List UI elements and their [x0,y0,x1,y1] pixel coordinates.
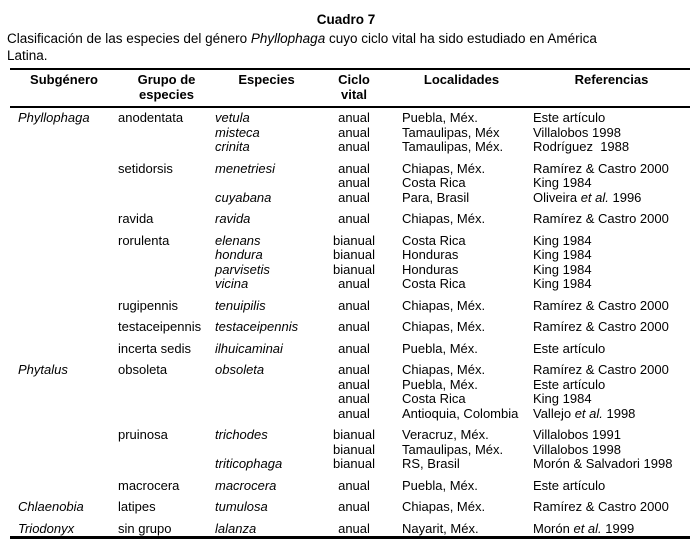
cell-grupo [118,378,215,393]
table-row [10,313,690,335]
cell-especie: menetriesi [215,160,275,176]
cell-subgenero [10,191,118,206]
cell-grupo [118,277,215,292]
cell-referencia: Este artículo [533,477,606,493]
cell-especie: parvisetis [215,261,270,277]
cell-referencia: Ramírez & Castro 2000 [533,160,669,176]
cell-especie: triticophaga [215,456,283,471]
cell-grupo: testaceipennis [118,319,202,334]
cell-subgenero [10,457,118,472]
cell-referencia: King 1984 [533,247,592,262]
cell-referencia: Morón et al. 1999 [533,520,635,536]
header-especies: Especies [238,72,295,87]
cell-referencia: Ramírez & Castro 2000 [533,297,669,313]
cell-especie: vicina [215,276,249,291]
cell-especie: testaceipennis [215,319,299,334]
cell-localidad: Costa Rica [402,276,466,291]
table-title: Cuadro 7 [316,12,376,27]
cell-grupo: latipes [118,499,156,514]
cell-referencia: Oliveira et al. 1996 [533,189,642,205]
cell-subgenero [10,421,118,443]
cell-localidad: Antioquia, Colombia [402,405,519,421]
cell-ciclo-vital: anual [338,520,370,536]
cell-localidad: Chiapas, Méx. [402,362,486,377]
cell-grupo: anodentata [118,110,184,125]
cell-ciclo-vital: anual [338,189,370,205]
cell-referencia: Villalobos 1998 [533,124,621,140]
cell-especie: elenans [215,232,261,248]
cell-grupo: rugipennis [118,297,178,313]
table-row [10,292,690,314]
cell-referencia: Rodríguez 1988 [533,139,630,154]
header-row [10,69,690,107]
cell-especie: vetula [215,110,250,125]
cell-subgenero [10,155,118,177]
table-row [10,277,690,292]
cell-ciclo-vital: anual [338,391,370,406]
cell-especie: cuyabana [215,189,272,205]
cell-grupo [118,126,215,141]
table-body [10,107,690,538]
table-row [10,107,690,126]
cell-especie: ravida [215,211,251,226]
cell-grupo [118,457,215,472]
cell-referencia: Este artículo [533,110,606,125]
cell-localidad: Honduras [402,261,459,277]
cell-especie: macrocera [215,477,277,493]
cell-ciclo-vital: anual [338,211,370,226]
cell-grupo: pruinosa [118,427,168,442]
cell-especie: tumulosa [215,499,268,514]
cell-subgenero [10,292,118,314]
cell-referencia: Morón & Salvadori 1998 [533,456,673,471]
cell-localidad: Costa Rica [402,232,466,248]
cell-subgenero: Phyllophaga [18,110,90,125]
table-row [10,263,690,278]
caption-text-2: cuyo ciclo vital ha sido estudiado en América [325,31,597,46]
table-row [10,227,690,249]
cell-localidad: Puebla, Méx. [402,376,478,392]
cell-grupo [118,191,215,206]
table-row [10,493,690,515]
cell-referencia: Villalobos 1998 [533,441,621,457]
cell-referencia: King 1984 [533,232,592,248]
table-row [10,356,690,378]
table-row [10,457,690,472]
cell-localidad: Puebla, Méx. [402,477,478,493]
cell-ciclo-vital: anual [338,139,370,154]
table-row [10,443,690,458]
cell-localidad: Chiapas, Méx. [402,297,486,313]
cell-ciclo-vital: anual [338,124,370,140]
cell-especie: trichodes [215,427,268,442]
cell-localidad: Chiapas, Méx. [402,211,486,226]
cell-ciclo-vital: anual [338,160,370,176]
cell-referencia: Ramírez & Castro 2000 [533,499,669,514]
cell-especie: misteca [215,124,260,140]
cell-subgenero: Triodonyx [18,520,75,536]
cell-subgenero [10,443,118,458]
table-header [10,69,690,107]
cell-referencia: Vallejo et al. 1998 [533,405,636,421]
cell-ciclo-vital: anual [338,499,370,514]
cell-especie [215,378,318,393]
cell-referencia: King 1984 [533,276,592,291]
cell-subgenero [10,392,118,407]
header-ciclo-vital: Ciclo vital [338,72,370,102]
cell-localidad: Nayarit, Méx. [402,520,479,536]
cell-ciclo-vital: anual [338,175,370,190]
header-localidades: Localidades [423,72,500,87]
cell-subgenero [10,263,118,278]
cell-grupo [118,392,215,407]
cell-ciclo-vital: anual [338,110,370,125]
cell-ciclo-vital: anual [338,376,370,392]
cell-grupo: macrocera [118,477,180,493]
table-row [10,176,690,191]
cell-localidad: Chiapas, Méx. [402,499,486,514]
cell-referencia: Este artículo [533,376,606,392]
cell-ciclo-vital: anual [338,477,370,493]
cell-especie: hondura [215,247,263,262]
cell-grupo [118,140,215,155]
cell-especie: lalanza [215,520,257,536]
cell-referencia: Ramírez & Castro 2000 [533,319,669,334]
cell-localidad: Chiapas, Méx. [402,160,486,176]
cell-ciclo-vital: bianual [333,456,375,471]
cell-grupo [118,248,215,263]
cell-localidad: Costa Rica [402,391,466,406]
cell-ciclo-vital: anual [338,405,370,421]
cell-referencia: King 1984 [533,391,592,406]
cell-referencia: Ramírez & Castro 2000 [533,211,669,226]
cell-subgenero [10,176,118,191]
header-grupo-de-especies: Grupo de especies [137,72,196,102]
cell-ciclo-vital: anual [338,297,370,313]
cell-especie [215,176,318,191]
cell-localidad: Tamaulipas, Méx [402,124,500,140]
cell-grupo: ravida [118,211,154,226]
table-row [10,392,690,407]
cell-especie [215,392,318,407]
cell-ciclo-vital: bianual [333,441,375,457]
table-row [10,335,690,357]
header-referencias: Referencias [574,72,649,87]
cell-referencia: Ramírez & Castro 2000 [533,362,669,377]
cell-subgenero [10,227,118,249]
cell-ciclo-vital: anual [338,362,370,377]
cell-ciclo-vital: bianual [333,247,375,262]
cell-localidad: Puebla, Méx. [402,110,478,125]
cell-localidad: Veracruz, Méx. [402,427,489,442]
caption-text-3: Latina. [7,47,48,63]
cell-ciclo-vital: bianual [333,261,375,277]
table-row [10,248,690,263]
cell-subgenero: Chlaenobia [18,499,84,514]
cell-grupo: sin grupo [118,520,172,536]
cell-localidad: Tamaulipas, Méx. [402,441,504,457]
cell-subgenero [10,248,118,263]
cell-referencia: King 1984 [533,175,592,190]
cell-ciclo-vital: anual [338,276,370,291]
cell-grupo [118,263,215,278]
cell-subgenero [10,313,118,335]
table-row [10,421,690,443]
cell-grupo: incerta sedis [118,340,191,356]
table-row [10,205,690,227]
cell-subgenero [10,378,118,393]
cell-especie: obsoleta [215,362,265,377]
cell-ciclo-vital: anual [338,319,370,334]
cell-referencia: Este artículo [533,340,606,356]
table-row [10,140,690,155]
cell-grupo [118,443,215,458]
caption-text-1: Clasificación de las especies del género [7,31,251,46]
table-row [10,407,690,422]
table-row [10,472,690,494]
cell-especie: ilhuicaminai [215,340,283,356]
table-row [10,191,690,206]
cell-referencia: King 1984 [533,261,592,277]
cell-localidad: Chiapas, Méx. [402,319,486,334]
cell-localidad: Honduras [402,247,459,262]
cell-subgenero [10,277,118,292]
cell-localidad: Tamaulipas, Méx. [402,139,504,154]
cell-referencia: Villalobos 1991 [533,427,621,442]
cell-ciclo-vital: bianual [333,427,375,442]
cell-especie [215,443,318,458]
table-row [10,515,690,538]
cell-subgenero: Phytalus [18,362,68,377]
cell-ciclo-vital: anual [338,340,370,356]
caption-genus-italic: Phyllophaga [250,31,326,46]
table-caption [7,31,689,64]
cell-subgenero [10,407,118,422]
header-subgenero: Subgénero [30,72,98,87]
table-row [10,126,690,141]
cell-localidad: Costa Rica [402,175,466,190]
cell-subgenero [10,472,118,494]
cell-subgenero [10,335,118,357]
cell-ciclo-vital: bianual [333,232,375,248]
species-table [10,68,690,539]
cell-localidad: Puebla, Méx. [402,340,478,356]
cell-especie [215,407,318,422]
cell-grupo: rorulenta [118,232,170,248]
cell-grupo [118,176,215,191]
cell-especie: tenuipilis [215,297,266,313]
cell-grupo: setidorsis [118,160,173,176]
cell-subgenero [10,140,118,155]
table-row [10,378,690,393]
cell-subgenero [10,205,118,227]
cell-grupo [118,407,215,422]
cell-especie: crinita [215,139,250,154]
table-row [10,155,690,177]
cell-grupo: obsoleta [118,362,168,377]
cell-subgenero [10,126,118,141]
cell-localidad: Para, Brasil [402,189,470,205]
cell-localidad: RS, Brasil [402,456,460,471]
